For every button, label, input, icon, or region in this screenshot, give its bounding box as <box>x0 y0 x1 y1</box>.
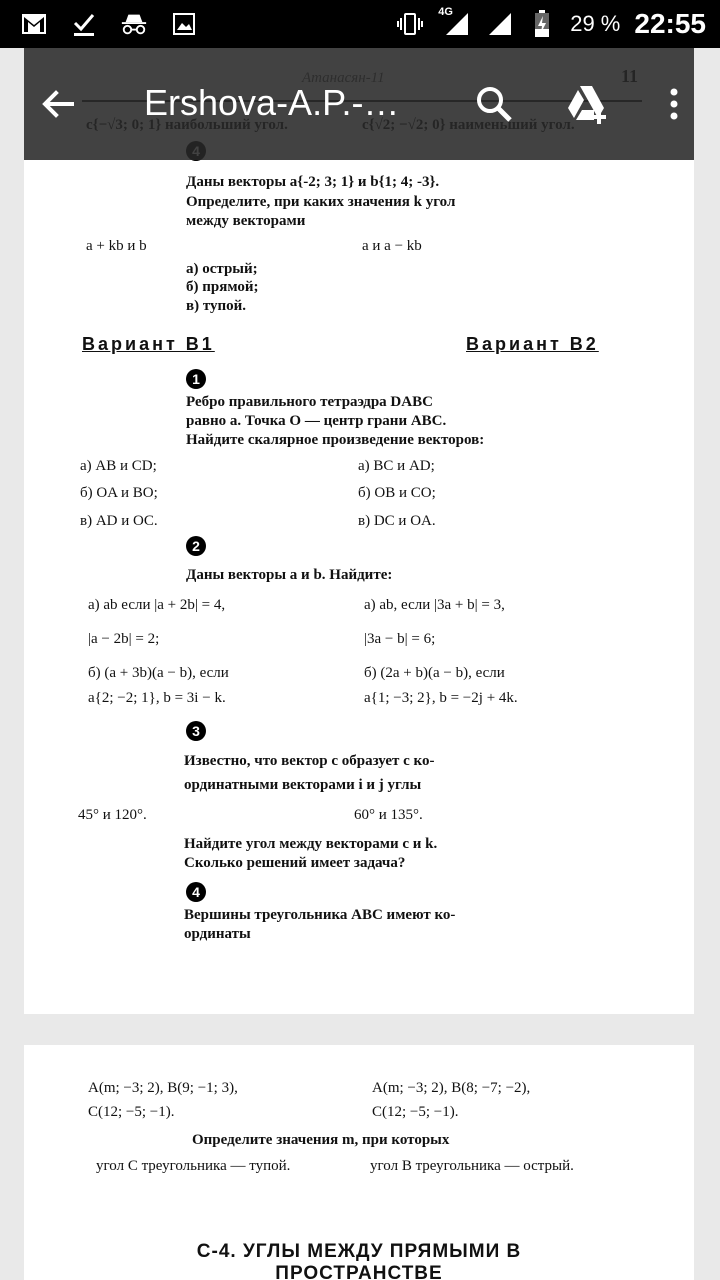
network-type-label: 4G <box>438 6 453 18</box>
add-to-drive-button[interactable] <box>566 84 610 124</box>
signal-icon <box>486 10 514 38</box>
document-title: Ershova-A.P.-… <box>144 82 400 123</box>
arrow-back-icon <box>38 84 78 124</box>
battery-charging-icon <box>528 10 556 38</box>
section-title-line2: ПРОСТРАНСТВЕ <box>275 1263 443 1280</box>
status-bar <box>0 0 720 48</box>
task3-line4: Сколько решений имеет задача? <box>184 855 406 871</box>
signal-4g-icon <box>438 6 472 38</box>
task1-c-left: в) AD и OC. <box>80 513 158 529</box>
more-vert-icon <box>664 84 684 124</box>
task2-a-left: а) ab если |a + 2b| = 4, <box>88 597 226 613</box>
overflow-menu-button[interactable] <box>664 84 684 124</box>
task2-line1: Даны векторы a и b. Найдите: <box>186 567 393 583</box>
section-title: С-4. УГЛЫ МЕЖДУ ПРЯМЫМИ В <box>196 1241 522 1262</box>
task4-option-a: а) острый; <box>186 261 258 277</box>
task4b-line2: ординаты <box>184 926 251 942</box>
variant-b2-heading: Вариант В2 <box>466 334 599 354</box>
gmail-icon <box>20 10 48 38</box>
add-to-drive-icon <box>566 84 610 124</box>
p2-right-line1: A(m; −3; 2), B(8; −7; −2), <box>372 1080 531 1096</box>
search-icon <box>474 84 514 124</box>
task3-line1: Известно, что вектор c образует с ко- <box>184 753 435 769</box>
task4-option-b: б) прямой; <box>186 279 259 295</box>
task2-a2-left: |a − 2b| = 2; <box>88 631 160 647</box>
search-button[interactable] <box>474 84 514 124</box>
viewer-toolbar <box>24 48 694 160</box>
image-icon <box>170 10 198 38</box>
task1-c-right: в) DC и OA. <box>358 513 436 529</box>
vibrate-icon <box>396 10 424 38</box>
task4-right-expr: a и a − kb <box>362 238 422 254</box>
task4-left-expr: a + kb и b <box>86 238 147 254</box>
task4b-line1: Вершины треугольника ABC имеют ко- <box>184 907 456 923</box>
task2-b-right: б) (2a + b)(a − b), если <box>364 665 505 681</box>
task4-line1: Даны векторы a{-2; 3; 1} и b{1; 4; -3}. <box>186 174 440 190</box>
p2-left-line3: угол C треугольника — тупой. <box>96 1158 291 1174</box>
task2-b2-left: a{2; −2; 1}, b = 3i − k. <box>88 690 226 706</box>
task-number-badge: 3 <box>186 721 206 741</box>
task3-line3: Найдите угол между векторами c и k. <box>184 836 438 852</box>
document-page-1 <box>24 48 694 1014</box>
task1-b-left: б) OA и BO; <box>80 485 158 501</box>
task4-line2: Определите, при каких значения k угол <box>186 194 456 210</box>
task2-a-right: а) ab, если |3a + b| = 3, <box>364 597 505 613</box>
task4-line3: между векторами <box>186 213 306 229</box>
task1-a-right: а) BC и AD; <box>358 458 435 474</box>
task4-option-c: в) тупой. <box>186 298 247 314</box>
download-done-icon <box>70 10 98 38</box>
task1-a-left: а) AB и CD; <box>80 458 157 474</box>
task2-a2-right: |3a − b| = 6; <box>364 631 436 647</box>
p2-left-line2: C(12; −5; −1). <box>88 1104 175 1120</box>
task-number-badge: 2 <box>186 536 206 556</box>
task3-right: 60° и 135°. <box>354 807 423 823</box>
clock: 22:55 <box>634 8 706 39</box>
document-page-2 <box>24 1045 694 1280</box>
back-button[interactable] <box>38 84 78 124</box>
variant-b1-heading: Вариант В1 <box>82 334 215 354</box>
task2-b2-right: a{1; −3; 2}, b = −2j + 4k. <box>364 690 518 706</box>
task2-b-left: б) (a + 3b)(a − b), если <box>88 665 229 681</box>
task3-left: 45° и 120°. <box>78 807 147 823</box>
task1-b-right: б) OB и CO; <box>358 485 436 501</box>
task-number-badge: 1 <box>186 369 206 389</box>
p2-right-line2: C(12; −5; −1). <box>372 1104 459 1120</box>
task1-line2: равно a. Точка O — центр грани ABC. <box>186 413 447 429</box>
task3-line2: ординатными векторами i и j углы <box>184 777 422 793</box>
task1-line1: Ребро правильного тетраэдра DABC <box>186 394 433 410</box>
p2-right-line3: угол B треугольника — острый. <box>370 1158 574 1174</box>
task-number-badge: 4 <box>186 882 206 902</box>
task1-line3: Найдите скалярное произведение векторов: <box>186 432 485 448</box>
battery-percent: 29 % <box>570 11 621 36</box>
p2-left-line1: A(m; −3; 2), B(9; −1; 3), <box>88 1080 238 1096</box>
p2-center-line: Определите значения m, при которых <box>192 1132 450 1148</box>
incognito-icon <box>120 10 148 38</box>
